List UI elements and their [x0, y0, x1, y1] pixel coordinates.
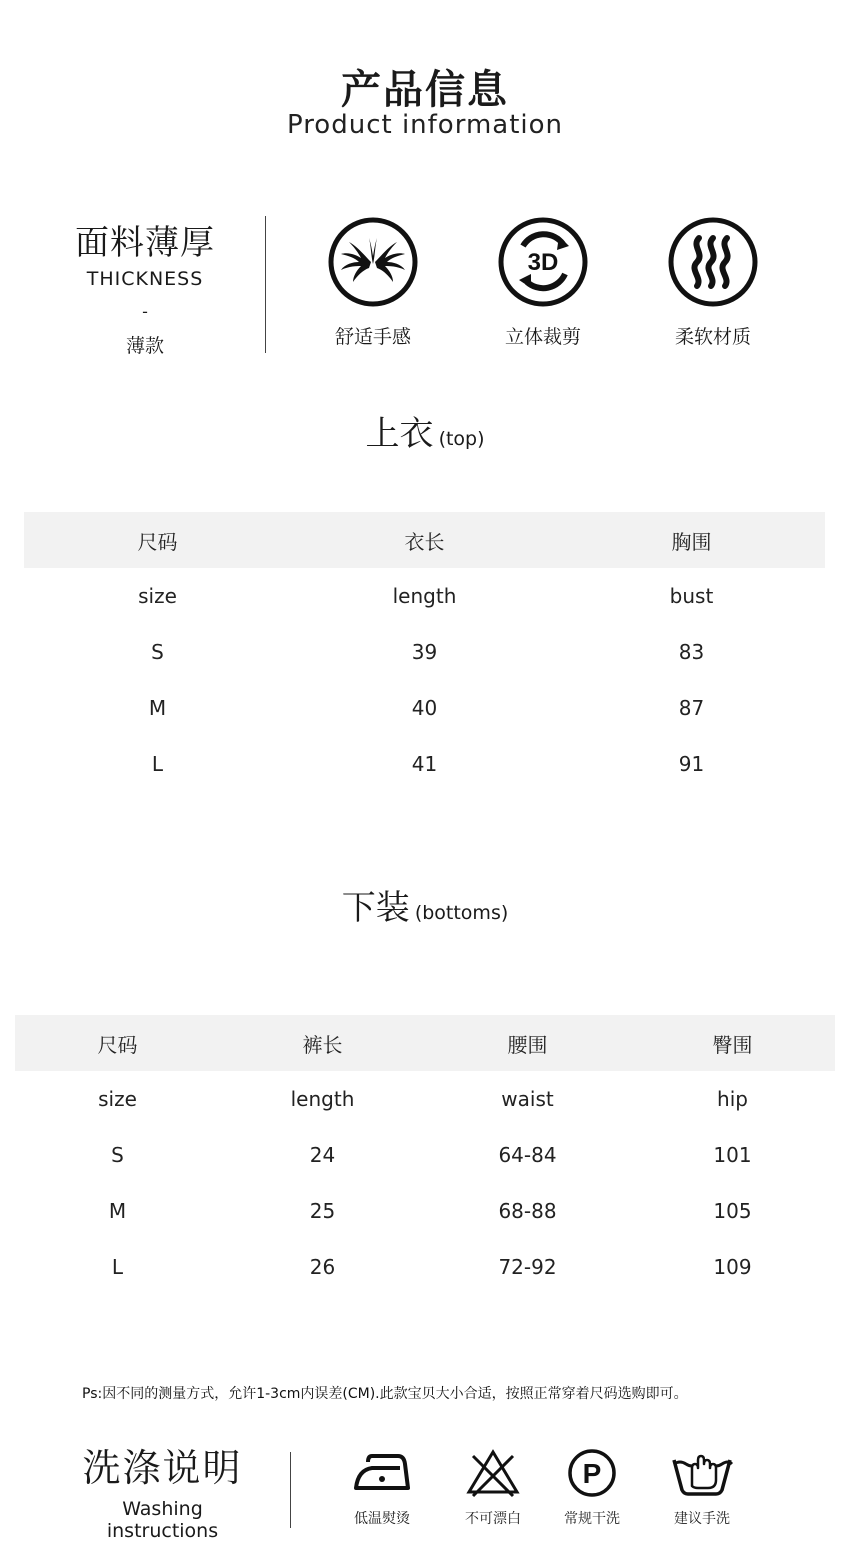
table-cell: 24 — [309, 1143, 336, 1167]
hands-icon — [327, 216, 419, 308]
3d-icon — [497, 216, 589, 308]
thickness-value: 薄款 — [125, 335, 164, 357]
hand-wash-icon — [670, 1446, 734, 1500]
page-subtitle: Product information — [286, 110, 564, 140]
table-header-cell: 尺码 — [97, 1032, 138, 1057]
table-cell: S — [111, 1143, 124, 1167]
iron-icon — [350, 1446, 414, 1500]
table-cell: 26 — [309, 1255, 336, 1279]
care-label: 不可漂白 — [465, 1511, 521, 1527]
care-hand-wash — [647, 1446, 757, 1528]
care-label: 建议手洗 — [674, 1511, 730, 1527]
table-cell: 40 — [411, 696, 438, 720]
waves-icon — [667, 216, 759, 308]
feature-label: 立体裁剪 — [504, 326, 581, 348]
thickness-label-en: THICKNESS — [86, 268, 204, 290]
top-size-table — [24, 512, 825, 792]
table-cell: length — [290, 1087, 355, 1111]
table-cell: 39 — [411, 640, 438, 664]
top-section-title — [0, 406, 850, 455]
feature-comfort — [293, 216, 453, 349]
table-header-cell: 腰围 — [507, 1032, 548, 1057]
3d-badge: 3D — [527, 249, 559, 276]
table-cell: M — [108, 1199, 127, 1223]
top-title-cn: 上衣 — [365, 414, 434, 454]
table-cell: S — [151, 640, 164, 664]
care-low-iron — [327, 1446, 437, 1528]
dry-clean-icon — [560, 1446, 624, 1500]
table-cell: L — [111, 1255, 124, 1279]
table-header-cell: 臀围 — [712, 1032, 753, 1057]
table-cell: size — [138, 584, 177, 608]
washing-title-en-1: Washing — [122, 1498, 203, 1520]
feature-3d-cut — [463, 216, 623, 349]
feature-label: 柔软材质 — [674, 326, 751, 348]
table-row — [15, 1239, 835, 1295]
thickness-label-cn: 面料薄厚 — [75, 223, 215, 263]
feature-label: 舒适手感 — [334, 326, 411, 348]
table-header-row — [15, 1015, 835, 1071]
washing-title-en-2: instructions — [106, 1520, 219, 1542]
table-cell: 105 — [713, 1199, 752, 1223]
washing-divider — [290, 1452, 291, 1528]
top-title-en: (top) — [438, 428, 485, 450]
table-header-row — [24, 512, 825, 568]
care-dry-clean — [537, 1446, 647, 1528]
thickness-divider — [265, 216, 266, 353]
table-row — [24, 568, 825, 624]
table-cell: 83 — [678, 640, 705, 664]
table-cell: 109 — [713, 1255, 752, 1279]
table-row — [24, 736, 825, 792]
thickness-block — [40, 215, 250, 358]
table-header-cell: 尺码 — [137, 529, 178, 554]
table-cell: 72-92 — [498, 1255, 557, 1279]
bottoms-title-cn: 下装 — [341, 888, 410, 928]
table-row — [24, 680, 825, 736]
bottoms-title-en: (bottoms) — [414, 902, 509, 924]
table-header-cell: 衣长 — [404, 529, 445, 554]
washing-title-cn: 洗涤说明 — [82, 1446, 243, 1490]
table-cell: 68-88 — [498, 1199, 557, 1223]
no-bleach-icon — [461, 1446, 525, 1500]
table-cell: length — [392, 584, 457, 608]
feature-soft — [633, 216, 793, 349]
table-row — [15, 1071, 835, 1127]
table-cell: size — [98, 1087, 137, 1111]
care-label: 低温熨烫 — [354, 1511, 410, 1527]
bottoms-section-title — [0, 880, 850, 929]
table-cell: 64-84 — [498, 1143, 557, 1167]
care-no-bleach — [438, 1446, 548, 1528]
page-title: 产品信息 — [341, 67, 509, 113]
table-row — [15, 1127, 835, 1183]
washing-block — [70, 1437, 255, 1542]
table-header-cell: 胸围 — [671, 529, 712, 554]
thickness-separator: - — [142, 302, 148, 321]
table-cell: 101 — [713, 1143, 752, 1167]
table-cell: 25 — [309, 1199, 336, 1223]
table-row — [24, 624, 825, 680]
care-label: 常规干洗 — [564, 1511, 620, 1527]
measurement-note: Ps:因不同的测量方式，允许1-3cm内误差(CM).此款宝贝大小合适，按照正常穿着尺码选购即可。 — [82, 1386, 688, 1402]
table-cell: hip — [717, 1087, 748, 1111]
table-cell: waist — [501, 1087, 554, 1111]
table-cell: M — [148, 696, 167, 720]
table-cell: 41 — [411, 752, 438, 776]
table-cell: bust — [669, 584, 714, 608]
bottoms-size-table — [15, 1015, 835, 1295]
table-cell: 91 — [678, 752, 705, 776]
dry-clean-badge: P — [582, 1458, 602, 1489]
table-header-cell: 裤长 — [302, 1032, 343, 1057]
table-cell: 87 — [678, 696, 705, 720]
table-row — [15, 1183, 835, 1239]
table-cell: L — [151, 752, 164, 776]
